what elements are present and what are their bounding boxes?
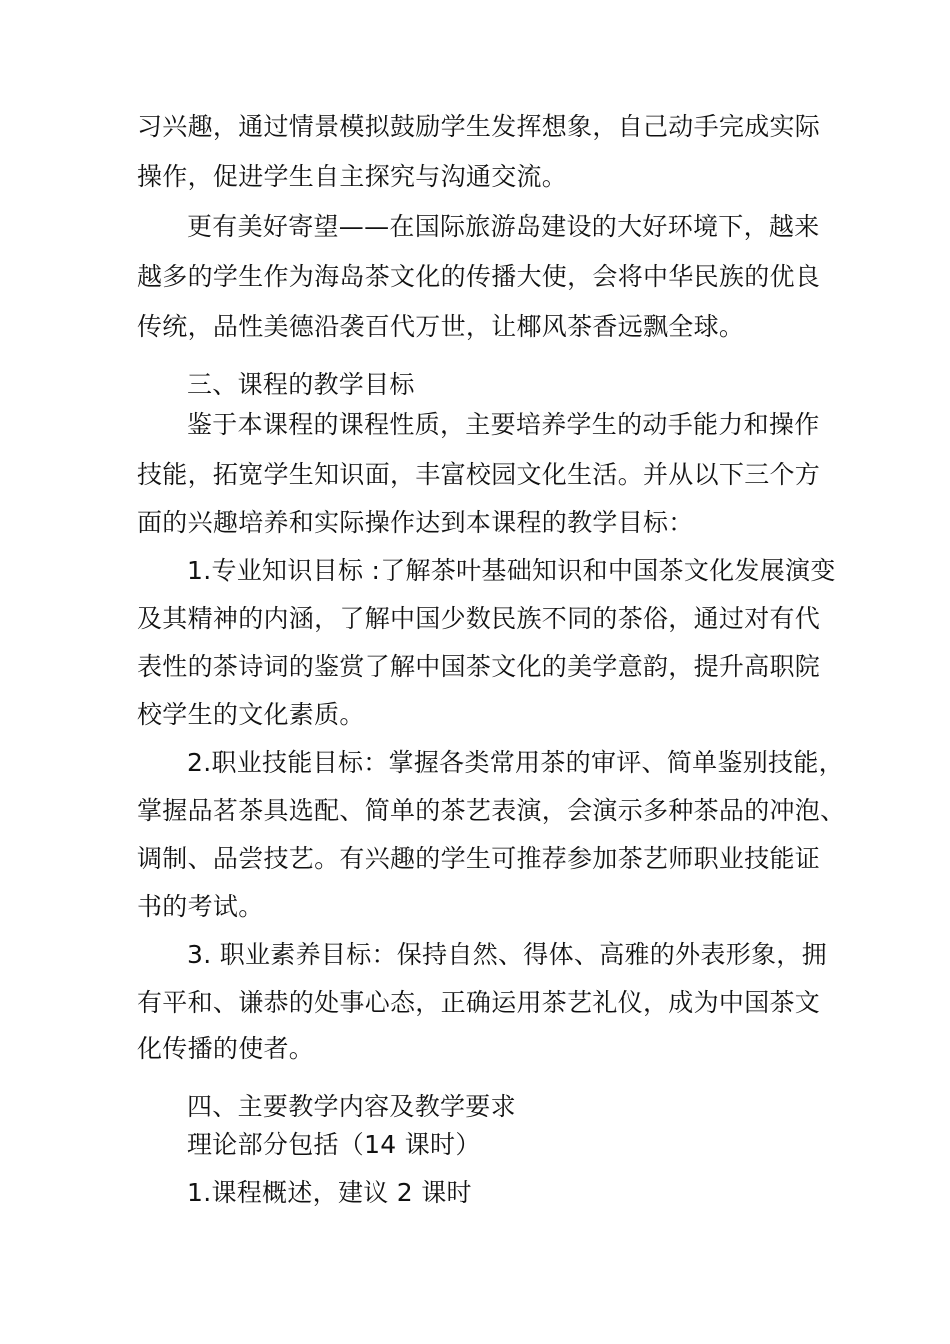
list-item-first-line: 3. 职业素养目标：保持自然、得体、高雅的外表形象，拥 [187, 940, 827, 969]
subsection-heading: 理论部分包括（14 课时） [187, 1130, 481, 1159]
body-line: 调制、品尝技艺。有兴趣的学生可推荐参加茶艺师职业技能证 [137, 844, 821, 873]
body-line: 化传播的使者。 [137, 1034, 315, 1063]
body-line: 及其精神的内涵，了解中国少数民族不同的茶俗，通过对有代 [137, 604, 821, 633]
body-line: 技能，拓宽学生知识面，丰富校园文化生活。并从以下三个方 [137, 460, 821, 489]
paragraph-first-line: 鉴于本课程的课程性质，主要培养学生的动手能力和操作 [187, 410, 820, 439]
list-item-first-line: 2.职业技能目标：掌握各类常用茶的审评、简单鉴别技能， [187, 748, 844, 777]
body-line: 掌握品茗茶具选配、简单的茶艺表演，会演示多种茶品的冲泡、 [137, 796, 846, 825]
paragraph-first-line: 更有美好寄望——在国际旅游岛建设的大好环境下，越来 [187, 212, 820, 241]
body-line: 表性的茶诗词的鉴赏了解中国茶文化的美学意韵，提升高职院 [137, 652, 821, 681]
list-item-first-line: 1.专业知识目标 :了解茶叶基础知识和中国茶文化发展演变 [187, 556, 836, 585]
body-line: 传统，品性美德沿袭百代万世，让椰风茶香远飘全球。 [137, 312, 745, 341]
section-heading: 三、课程的教学目标 [187, 370, 415, 399]
body-line: 有平和、谦恭的处事心态，正确运用茶艺礼仪，成为中国茶文 [137, 988, 821, 1017]
list-item-first-line: 1.课程概述，建议 2 课时 [187, 1178, 472, 1207]
body-line: 校学生的文化素质。 [137, 700, 365, 729]
body-line: 习兴趣，通过情景模拟鼓励学生发挥想象，自己动手完成实际 [137, 112, 821, 141]
body-line: 面的兴趣培养和实际操作达到本课程的教学目标： [137, 508, 694, 537]
body-line: 书的考试。 [137, 892, 264, 921]
body-line: 操作，促进学生自主探究与沟通交流。 [137, 162, 568, 191]
section-heading: 四、主要教学内容及教学要求 [187, 1092, 516, 1121]
body-line: 越多的学生作为海岛茶文化的传播大使，会将中华民族的优良 [137, 262, 821, 291]
